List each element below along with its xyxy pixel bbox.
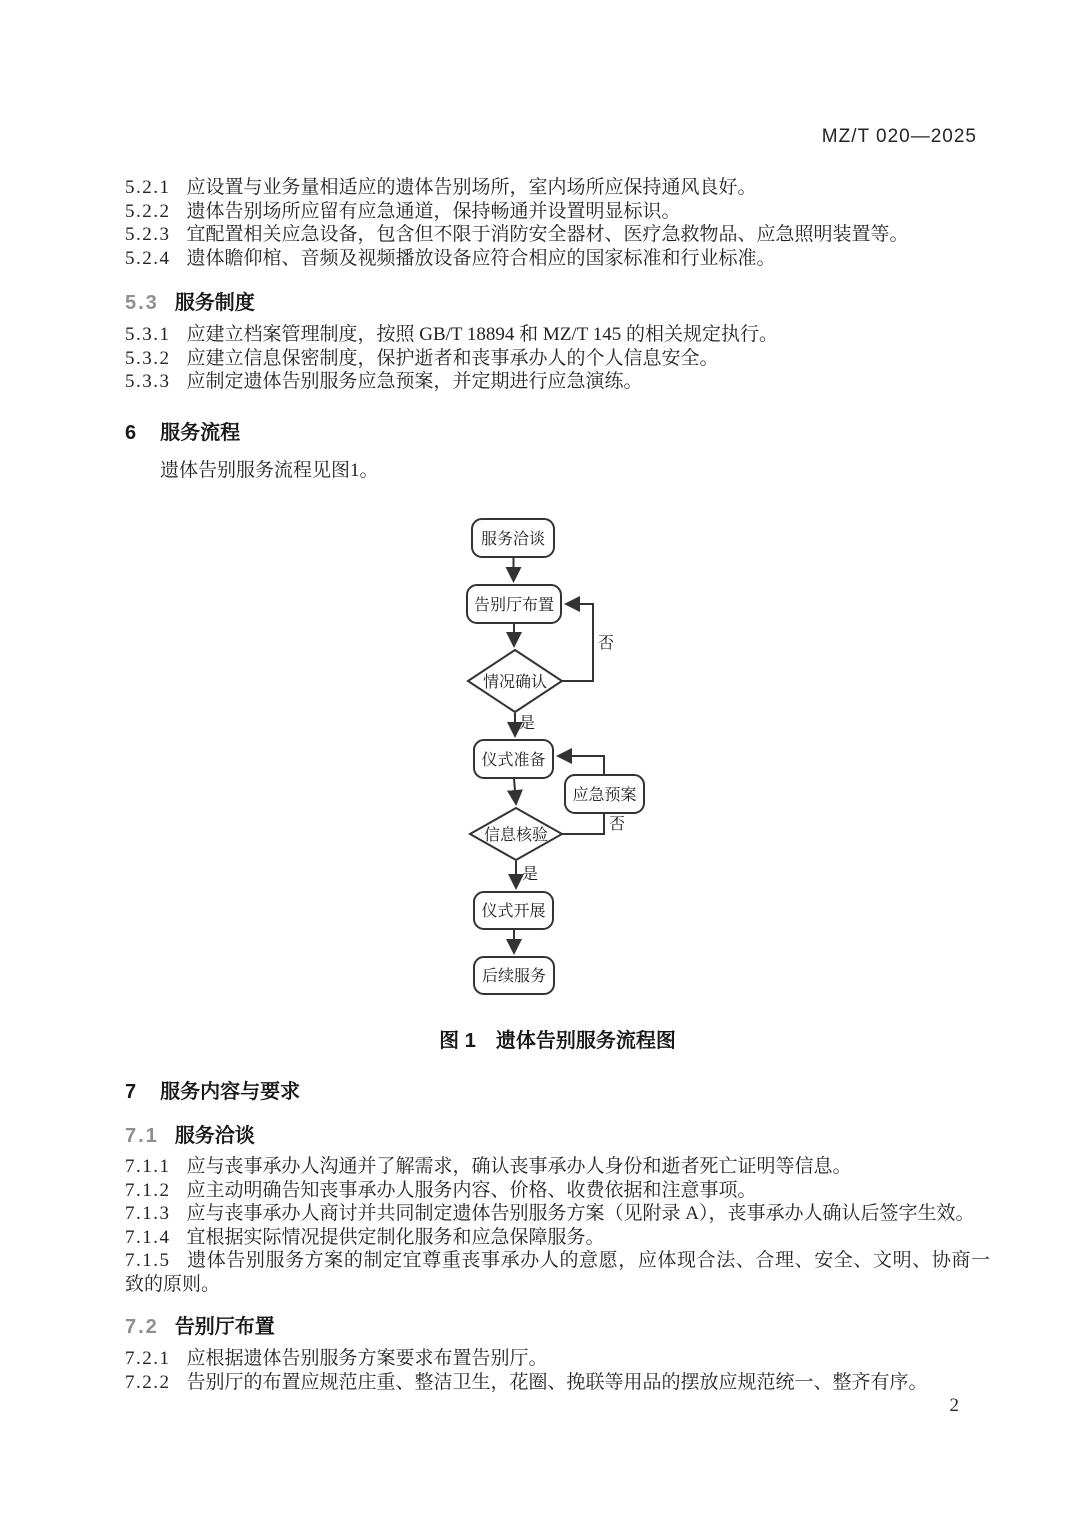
flow-decision-info-verify-label: 信息核验 [483,827,549,844]
flowchart-svg [430,505,690,1005]
heading-title: 告别厅布置 [174,1316,275,1338]
heading-number: 5.3 [125,292,159,314]
edge-verify-no-to-emergency [562,813,604,834]
clause-number: 5.2.3 [125,224,171,245]
flow-node-followup-service-label: 后续服务 [481,968,547,985]
flow-label-no-1: 否 [598,635,615,652]
clause-number: 7.1.2 [125,1179,171,1201]
clause-text: 宜配置相关应急设备，包含但不限于消防安全器材、医疗急救物品、应急照明装置等。 [186,224,909,245]
flow-node-ceremony-conduct-label: 仪式开展 [481,903,546,920]
standard-code-header: MZ/T 020—2025 [821,126,977,147]
clause-text: 应与丧事承办人沟通并了解需求，确认丧事承办人身份和逝者死亡证明等信息。 [186,1156,852,1177]
heading-7-2 [125,1310,990,1339]
clause-text: 遗体告别场所应留有应急通道，保持畅通并设置明显标识。 [186,200,681,222]
figure-1-flowchart [430,505,690,1005]
clause-text: 告别厅的布置应规范庄重、整洁卫生，花圈、挽联等用品的摆放应规范统一、整齐有序。 [186,1371,928,1393]
clause-number: 7.1.5 [125,1250,171,1271]
heading-title: 服务内容与要求 [160,1081,301,1103]
heading-number: 7 [125,1081,139,1103]
clause-number: 7.1.4 [125,1226,171,1248]
heading-6 [125,416,990,445]
clause-7-1-5-continuation: 致的原则。 [125,1273,221,1295]
flow-decision-situation-confirm-label: 情况确认 [482,674,548,691]
edge-emergency-to-prepare [558,756,604,775]
figure-1-caption: 图 1 遗体告别服务流程图 [439,1030,676,1052]
flow-node-ceremony-prepare-label: 仪式准备 [481,752,546,769]
clause-5-3-3 [125,370,990,394]
flow-label-yes-1: 是 [519,715,536,732]
clause-number: 5.2.2 [125,200,171,222]
clause-number: 7.2.1 [125,1348,171,1369]
section-5-2-clauses [125,176,990,270]
section-5-3-clauses [125,323,990,394]
clause-number: 5.3.1 [125,324,171,345]
flow-node-hall-setup-label: 告别厅布置 [473,597,555,614]
clause-text: 宜根据实际情况提供定制化服务和应急保障服务。 [186,1226,605,1248]
edge-confirm-no-loop [562,604,593,681]
clause-5-3-2 [125,347,990,371]
clause-5-2-1 [125,176,990,200]
flow-node-emergency-plan-label: 应急预案 [572,787,637,804]
clause-text: 应设置与业务量相适应的遗体告别场所，室内场所应保持通风良好。 [186,177,757,198]
clause-text: 应建立信息保密制度，保护逝者和丧事承办人的个人信息安全。 [186,347,719,369]
flow-node-service-talk-label: 服务洽谈 [480,531,546,548]
heading-5-3 [125,286,990,315]
clause-text: 遗体告别服务方案的制定宜尊重丧事承办人的意愿，应体现合法、合理、安全、文明、协商一 [186,1250,990,1271]
heading-number: 6 [125,422,139,444]
clause-text: 应根据遗体告别服务方案要求布置告别厅。 [186,1348,548,1369]
clause-5-3-1 [125,323,990,347]
heading-number: 7.2 [125,1316,159,1338]
section-7-2-clauses [125,1347,990,1394]
clause-text: 遗体瞻仰棺、音频及视频播放设备应符合相应的国家标准和行业标准。 [186,247,776,269]
clause-number: 7.1.3 [125,1203,171,1224]
clause-7-1-2 [125,1179,990,1203]
clause-7-2-2 [125,1371,990,1395]
clause-5-2-2 [125,200,990,224]
clause-7-1-1 [125,1155,990,1179]
clause-7-1-3 [125,1202,990,1226]
heading-title: 服务流程 [160,422,241,444]
clause-5-2-3 [125,223,990,247]
section-6-intro: 遗体告别服务流程见图1。 [160,460,379,481]
edge-prepare-to-verify [514,778,516,804]
heading-number: 7.1 [125,1125,159,1147]
clause-7-1-5 [125,1249,990,1273]
heading-title: 服务制度 [174,292,255,314]
heading-title: 服务洽谈 [174,1125,255,1147]
clause-text: 应制定遗体告别服务应急预案，并定期进行应急演练。 [186,371,643,392]
clause-text: 应主动明确告知丧事承办人服务内容、价格、收费依据和注意事项。 [186,1179,757,1201]
clause-7-1-4 [125,1226,990,1250]
section-7-1-clauses [125,1155,990,1296]
clause-number: 5.3.2 [125,347,171,369]
clause-number: 7.2.2 [125,1371,171,1393]
clause-number: 5.2.1 [125,177,171,198]
flow-label-yes-2: 是 [522,866,539,883]
clause-text: 应建立档案管理制度，按照 GB/T 18894 和 MZ/T 145 的相关规定执行。 [186,324,778,345]
flow-label-no-2: 否 [609,816,626,833]
page-number: 2 [949,1395,959,1416]
clause-5-2-4 [125,247,990,271]
clause-number: 5.3.3 [125,371,171,392]
clause-7-2-1 [125,1347,990,1371]
clause-text: 应与丧事承办人商讨并共同制定遗体告别服务方案（见附录 A），丧事承办人确认后签字生效。 [186,1203,975,1224]
clause-number: 7.1.1 [125,1156,171,1177]
clause-number: 5.2.4 [125,247,171,269]
heading-7 [125,1075,990,1104]
heading-7-1 [125,1119,990,1148]
